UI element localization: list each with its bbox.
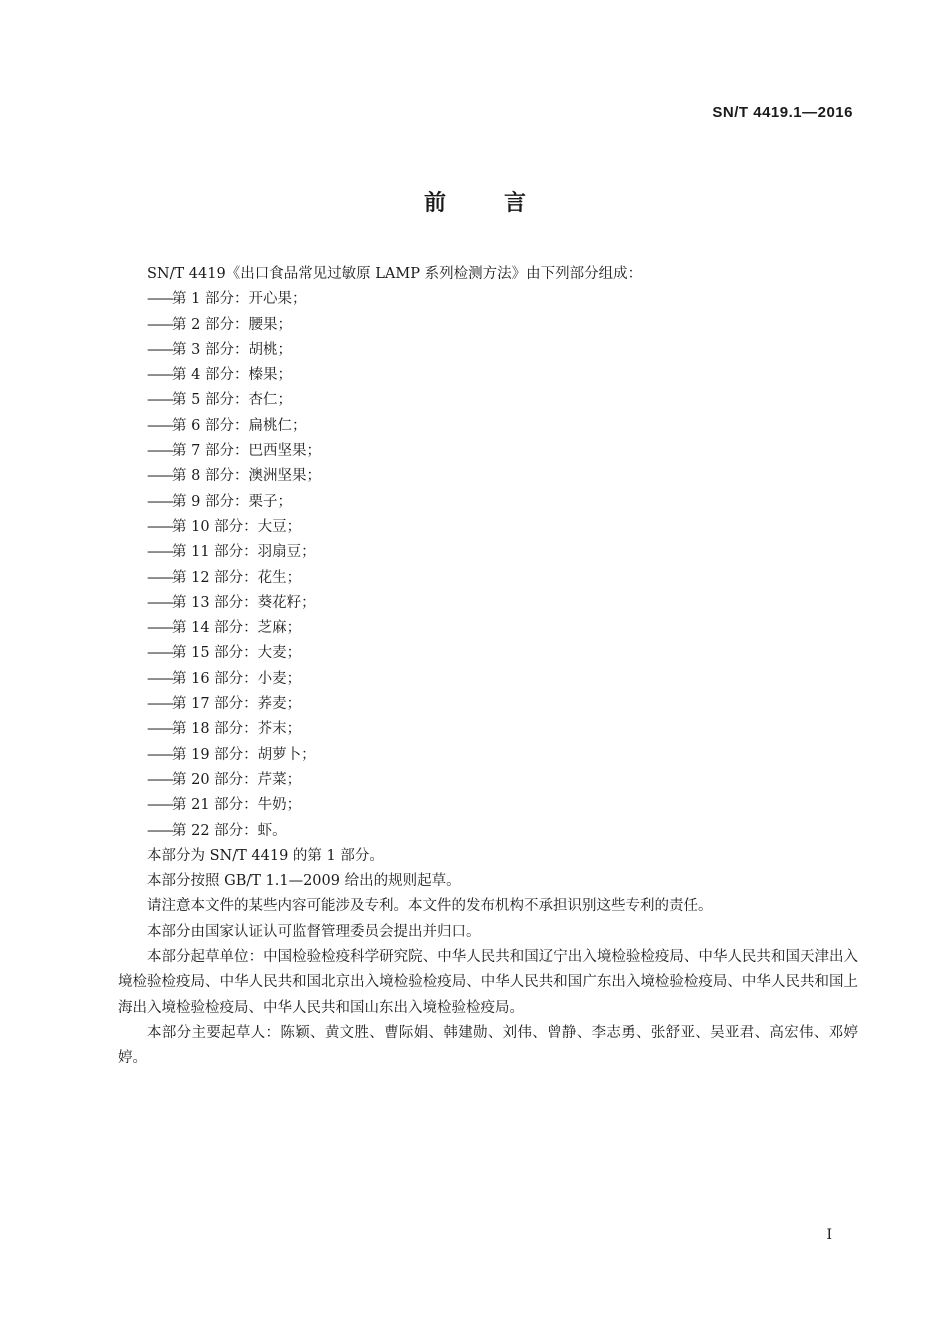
list-item-text: 第 13 部分：葵花籽； — [172, 594, 316, 611]
list-item-text: 第 12 部分：花生； — [172, 569, 302, 586]
list-item-text: 第 22 部分：虾。 — [172, 822, 287, 839]
list-dash: —— — [147, 645, 172, 662]
list-dash: —— — [147, 771, 172, 788]
list-dash: —— — [147, 493, 172, 510]
list-item — [118, 566, 858, 591]
list-item — [118, 439, 858, 464]
list-dash: —— — [147, 696, 172, 713]
drafting-units: 本部分起草单位：中国检验检疫科学研究院、中华人民共和国辽宁出入境检验检疫局、中华人民共和国天津出入境检验检疫局、中华人民共和国北京出入境检验检疫局、中华人民共和国广东出入境检验检疫局、中华人民共和国上海出入境检验检疫局、中华人民共和国山东出入境检验检疫局。 — [118, 949, 858, 1016]
list-item-text: 第 6 部分：扁桃仁； — [172, 417, 307, 434]
list-item — [118, 616, 858, 641]
list-item — [118, 717, 858, 742]
list-item-text: 第 9 部分：栗子； — [172, 493, 292, 510]
list-dash: —— — [147, 746, 172, 763]
main-drafters: 本部分主要起草人：陈颖、黄文胜、曹际娟、韩建勋、刘伟、曾静、李志勇、张舒亚、吴亚君、高宏伟、邓婷婷。 — [118, 1024, 858, 1067]
list-item — [118, 287, 858, 312]
list-item-text: 第 19 部分：胡萝卜； — [172, 746, 316, 763]
list-item — [118, 819, 858, 844]
page-number: I — [826, 1227, 832, 1243]
list-item-text: 第 11 部分：羽扇豆； — [172, 544, 316, 561]
list-item — [118, 363, 858, 388]
drafting-rules: 本部分按照 GB/T 1.1—2009 给出的规则起草。 — [147, 873, 461, 890]
list-item — [118, 338, 858, 363]
list-dash: —— — [147, 341, 172, 358]
list-dash: —— — [147, 367, 172, 384]
intro-paragraph: SN/T 4419《出口食品常见过敏原 LAMP 系列检测方法》由下列部分组成： — [147, 266, 643, 282]
list-dash: —— — [147, 670, 172, 687]
list-item — [118, 743, 858, 768]
list-item — [118, 490, 858, 515]
list-item — [118, 414, 858, 439]
list-item — [118, 540, 858, 565]
list-item-text: 第 4 部分：榛果； — [172, 367, 292, 384]
list-dash: —— — [147, 721, 172, 738]
list-item-text: 第 5 部分：杏仁； — [172, 392, 292, 409]
foreword-body — [118, 262, 858, 1072]
list-dash: —— — [147, 544, 172, 561]
patent-notice: 请注意本文件的某些内容可能涉及专利。本文件的发布机构不承担识别这些专利的责任。 — [147, 898, 713, 915]
standard-code: SN/T 4419.1—2016 — [712, 104, 853, 121]
list-dash: —— — [147, 468, 172, 485]
proposer-statement: 本部分由国家认证认可监督管理委员会提出并归口。 — [147, 923, 481, 940]
list-item — [118, 793, 858, 818]
list-dash: —— — [147, 392, 172, 409]
list-item — [118, 641, 858, 666]
list-dash: —— — [147, 594, 172, 611]
list-item-text: 第 8 部分：澳洲坚果； — [172, 468, 321, 485]
list-dash: —— — [147, 417, 172, 434]
list-dash: —— — [147, 443, 172, 460]
list-item — [118, 388, 858, 413]
list-dash: —— — [147, 569, 172, 586]
list-item — [118, 692, 858, 717]
list-item — [118, 667, 858, 692]
list-item — [118, 768, 858, 793]
list-item — [118, 515, 858, 540]
list-item-text: 第 17 部分：荞麦； — [172, 696, 302, 713]
list-item-text: 第 16 部分：小麦； — [172, 670, 302, 687]
list-dash: —— — [147, 291, 172, 308]
parts-list — [118, 287, 858, 844]
list-item — [118, 464, 858, 489]
list-dash: —— — [147, 620, 172, 637]
list-dash: —— — [147, 797, 172, 814]
page-title: 前言 — [423, 191, 584, 216]
list-item-text: 第 14 部分：芝麻； — [172, 620, 302, 637]
list-item-text: 第 15 部分：大麦； — [172, 645, 302, 662]
list-item-text: 第 3 部分：胡桃； — [172, 341, 292, 358]
list-dash: —— — [147, 822, 172, 839]
list-item-text: 第 1 部分：开心果； — [172, 291, 307, 308]
list-item — [118, 313, 858, 338]
list-item-text: 第 18 部分：芥末； — [172, 721, 302, 738]
list-item-text: 第 20 部分：芹菜； — [172, 771, 302, 788]
list-item-text: 第 10 部分：大豆； — [172, 518, 302, 535]
list-item-text: 第 7 部分：巴西坚果； — [172, 443, 321, 460]
list-item-text: 第 21 部分：牛奶； — [172, 797, 302, 814]
list-dash: —— — [147, 316, 172, 333]
list-item-text: 第 2 部分：腰果； — [172, 316, 292, 333]
list-dash: —— — [147, 518, 172, 535]
part-statement: 本部分为 SN/T 4419 的第 1 部分。 — [147, 847, 384, 864]
list-item — [118, 591, 858, 616]
